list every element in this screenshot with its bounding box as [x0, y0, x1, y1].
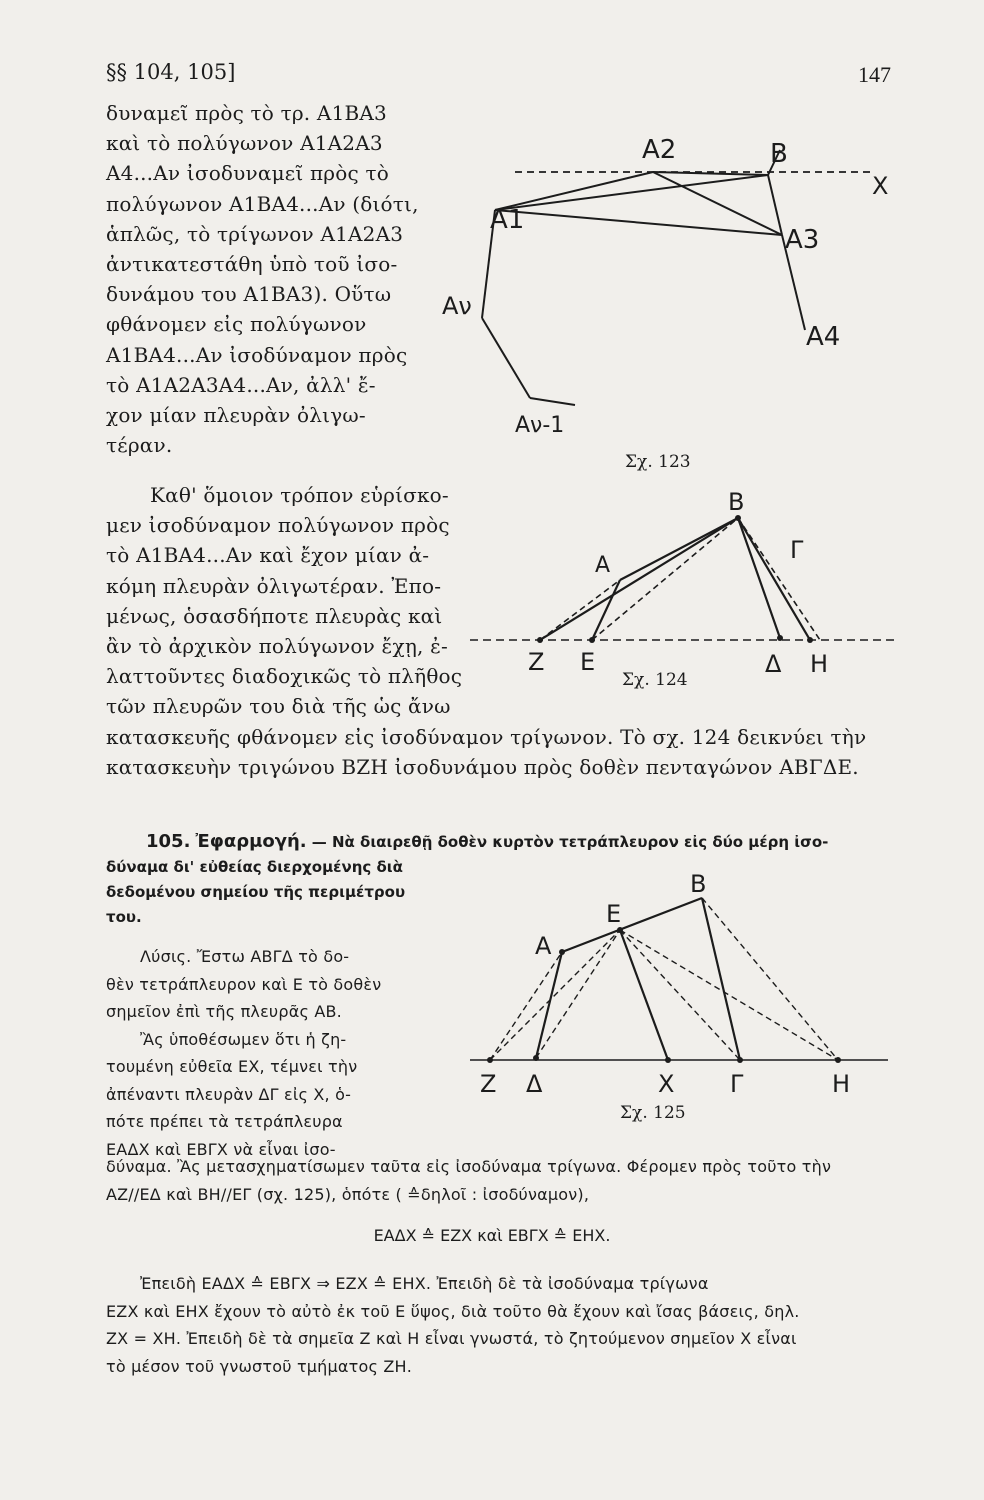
label-a: A	[595, 553, 611, 578]
paragraph-top	[106, 98, 419, 460]
text-line: Λύσις. Ἔστω ΑΒΓΔ τὸ δο-	[140, 947, 350, 966]
label-x: X	[658, 1070, 675, 1098]
dashed-construction	[738, 518, 820, 640]
edge	[592, 580, 620, 640]
equation: ΕΑΔΧ ≙ ΕΖΧ καὶ ΕΒΓΧ ≙ ΕΗΧ.	[373, 1226, 611, 1245]
point	[737, 1057, 743, 1063]
label-a: A	[535, 932, 552, 960]
label-av: Aν	[442, 292, 472, 320]
text-line: θὲν τετράπλευρον καὶ Ε τὸ δοθὲν	[106, 974, 382, 994]
label-av-1: Aν-1	[515, 413, 565, 438]
text-line: τὸ A1BA4...Aν καὶ ἔχον μίαν ἀ-	[106, 543, 430, 568]
paragraph-middle	[106, 480, 462, 722]
edge	[482, 318, 530, 398]
text-line: κόμη πλευρὰν ὀλιγωτέραν. Ἐπο-	[106, 573, 442, 598]
text-line: δυναμεῖ πρὸς τὸ τρ. A1BA3	[106, 101, 387, 125]
label-e: E	[606, 900, 622, 928]
text-line: ΕΑΔΧ καὶ ΕΒΓΧ νὰ εἶναι ἰσο-	[106, 1139, 336, 1159]
text-line: ΕΖΧ καὶ ΕΗΧ ἔχουν τὸ αὐτὸ ἐκ τοῦ Ε ὕψος, διὰ τοῦτο θὰ ἔχουν καὶ ἴσας βάσεις, δηλ.	[106, 1301, 800, 1321]
text-line: τουμένη εὐθεῖα ΕΧ, τέμνει τὴν	[106, 1057, 358, 1076]
label-h: H	[810, 650, 829, 678]
point	[559, 949, 565, 955]
paragraph-full-2	[106, 1153, 831, 1208]
text-line: πότε πρέπει τὰ τετράπλευρα	[106, 1112, 343, 1131]
text-line: ἀπέναντι πλευρὰν ΔΓ εἰς Χ, ὁ-	[106, 1084, 352, 1104]
edge	[620, 518, 738, 580]
text-line: πολύγωνον A1BA4...Aν (διότι,	[106, 191, 419, 216]
figure-123-caption: Σχ. 123	[625, 452, 691, 472]
text-line: φθάνομεν εἰς πολύγωνον	[106, 312, 367, 337]
label-a2: A2	[642, 135, 677, 165]
text-line: ἁπλῶς, τὸ τρίγωνον A1A2A3	[106, 221, 404, 246]
point	[807, 637, 813, 643]
point	[537, 637, 543, 643]
label-gamma: Γ	[790, 536, 804, 564]
figure-124	[470, 480, 900, 680]
edge-bg	[702, 898, 740, 1060]
diagonal	[495, 175, 768, 210]
text-line: κατασκευὴν τριγώνου ΒΖΗ ἰσοδυνάμου πρὸς δοθὲν πενταγώνον ΑΒΓΔΕ.	[106, 755, 859, 780]
text-line: τὸ A1A2A3A4...Aν, ἀλλ' ἔ-	[106, 372, 376, 397]
label-gamma: Γ	[730, 1070, 744, 1098]
edge-ad	[536, 952, 562, 1058]
text-line: ἂν τὸ ἀρχικὸν πολύγωνον ἔχῃ, ἐ-	[106, 634, 449, 659]
text-line: σημεῖον ἐπὶ τῆς πλευρᾶς ΑΒ.	[106, 1002, 342, 1021]
figure-123	[430, 120, 900, 480]
solution-column	[106, 943, 381, 1163]
section-reference: §§ 104, 105]	[106, 60, 236, 84]
page-number: 147	[858, 62, 891, 87]
text-line: A4...Aν ἰσοδυναμεῖ πρὸς τὸ	[106, 161, 389, 186]
text-line: δύναμα. Ἂς μετασχηματίσωμεν ταῦτα εἰς ἰσοδύναμα τρίγωνα. Φέρομεν πρὸς τοῦτο τὴν	[106, 1157, 832, 1176]
point	[665, 1057, 671, 1063]
point	[589, 637, 595, 643]
text-line: τέραν.	[106, 433, 173, 458]
point	[777, 635, 783, 641]
triangle-side	[540, 518, 738, 640]
text-line: καὶ τὸ πολύγωνον A1A2A3	[106, 131, 383, 156]
text-line: Καθ' ὅμοιον τρόπον εὑρίσκο-	[150, 483, 449, 507]
dashed-ez	[490, 930, 620, 1060]
point	[533, 1055, 539, 1061]
paragraph-final	[106, 1270, 800, 1380]
text-line: ἀντικατεστάθη ὑπὸ τοῦ ἰσο-	[106, 252, 398, 277]
point	[487, 1057, 493, 1063]
edge-ab	[562, 898, 702, 952]
label-b: B	[728, 488, 745, 516]
text-line: μεν ἰσοδύναμον πολύγωνον πρὸς	[106, 513, 450, 538]
figure-125-caption: Σχ. 125	[620, 1103, 686, 1123]
text-line: τὸ μέσον τοῦ γνωστοῦ τμήματος ΖΗ.	[106, 1356, 413, 1376]
edge	[768, 175, 782, 235]
label-x: X	[872, 172, 889, 200]
text-line: Ἂς ὑποθέσωμεν ὅτι ἡ ζη-	[140, 1029, 347, 1049]
text-line: χον μίαν πλευρὰν ὀλιγω-	[106, 403, 366, 428]
text-line: δυνάμου του A1BA3). Οὕτω	[106, 282, 392, 307]
text-line: ΑΖ//ΕΔ καὶ ΒΗ//ΕΓ (σχ. 125), ὁπότε ( ≙δηλοῖ : ἰσοδύναμον),	[106, 1184, 590, 1204]
figure-125	[470, 870, 900, 1110]
point	[835, 1057, 841, 1063]
label-z: Z	[528, 648, 545, 676]
section-number: 105.	[146, 831, 191, 852]
dashed-eh	[620, 930, 838, 1060]
label-h: H	[832, 1070, 851, 1098]
segment-ex	[620, 930, 668, 1060]
label-z: Z	[480, 1070, 497, 1098]
dashed-bh	[702, 898, 838, 1060]
dashed-construction	[540, 580, 620, 640]
paragraph-full-1	[106, 722, 866, 782]
problem-line: δεδομένου σημείου τῆς περιμέτρου	[106, 883, 406, 901]
text-line: κατασκευῆς φθάνομεν εἰς ἰσοδύναμον τρίγωνον. Τὸ σχ. 124 δεικνύει τὴν	[106, 725, 867, 749]
dashed-az	[490, 952, 562, 1060]
problem-line: του.	[106, 908, 142, 926]
figure-124-caption: Σχ. 124	[622, 670, 688, 690]
text-line: τῶν πλευρῶν του διὰ τῆς ὡς ἄνω	[106, 694, 451, 719]
label-delta: Δ	[526, 1070, 543, 1098]
label-a4: A4	[806, 322, 841, 352]
problem-line: δύναμα δι' εὐθείας διερχομένης διὰ	[106, 858, 403, 876]
text-line: λαττοῦντες διαδοχικῶς τὸ πλῆθος	[106, 664, 463, 689]
label-delta: Δ	[765, 650, 782, 678]
text-line: A1BA4...Aν ἰσοδύναμον πρὸς	[106, 342, 408, 367]
label-a3: A3	[785, 225, 820, 255]
edge	[530, 398, 575, 405]
text-line: μένως, ὁσασδήποτε πλευρὰς καὶ	[106, 603, 443, 628]
label-b: B	[690, 870, 707, 898]
text-line: ΖΧ = ΧΗ. Ἐπειδὴ δὲ τὰ σημεῖα Ζ καὶ Η εἶναι γνωστά, τὸ ζητούμενον σημεῖον Χ εἶναι	[106, 1329, 797, 1348]
label-b: B	[770, 139, 788, 169]
text-line: Ἐπειδὴ ΕΑΔΧ ≙ ΕΒΓΧ ⇒ ΕΖΧ ≙ ΕΗΧ. Ἐπειδὴ δὲ τὰ ἰσοδύναμα τρίγωνα	[140, 1274, 709, 1293]
label-e: E	[580, 648, 596, 676]
label-a1: A1	[490, 205, 525, 235]
section-title: Ἐφαρμογή.	[195, 831, 307, 852]
problem-line: — Νὰ διαιρεθῇ δοθὲν κυρτὸν τετράπλευρον εἰς δύο μέρη ἰσο-	[311, 833, 829, 851]
dashed-construction	[592, 518, 738, 640]
dashed-eg	[620, 930, 740, 1060]
